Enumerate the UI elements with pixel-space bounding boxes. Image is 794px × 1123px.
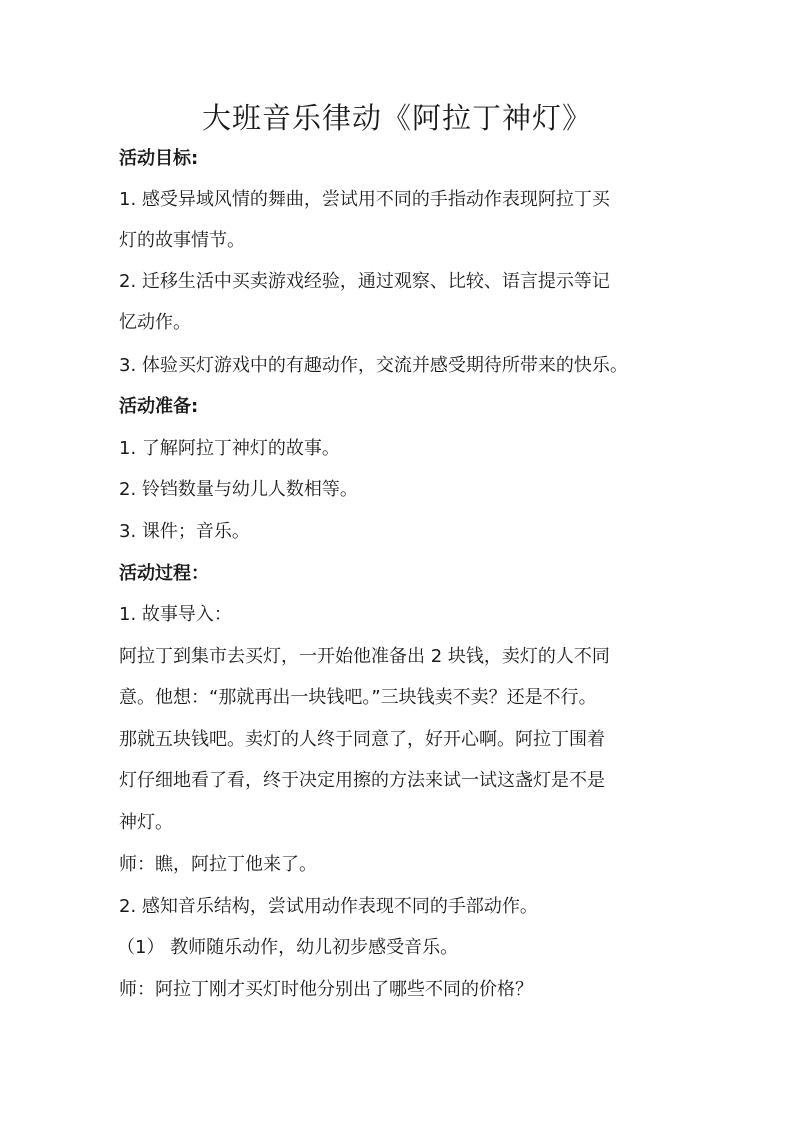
paragraph-line: 2. 感知音乐结构，尝试用动作表现不同的手部动作。 [119,896,538,917]
paragraph-line: 灯仔细地看了看，终于决定用擦的方法来试一试这盏灯是不是 [119,770,605,791]
paragraph-line: 师：阿拉丁刚才买灯时他分别出了哪些不同的价格？ [119,979,533,1000]
paragraph-line: 3. 体验买灯游戏中的有趣动作，交流并感受期待所带来的快乐。 [119,355,628,376]
paragraph-line: 灯的故事情节。 [119,230,245,251]
paragraph-line: 1. 故事导入： [119,604,232,625]
paragraph-line: 1. 了解阿拉丁神灯的故事。 [119,438,340,459]
paragraph-line: 师：瞧，阿拉丁他来了。 [119,854,317,875]
document-title: 大班音乐律动《阿拉丁神灯》 [201,101,592,135]
paragraph-line: 1. 感受异域风情的舞曲，尝试用不同的手指动作表现阿拉丁买 [119,189,610,210]
paragraph-line: （1） 教师随乐动作，幼儿初步感受音乐。 [117,937,459,958]
paragraph-line: 意。他想：“那就再出一块钱吧。”三块钱卖不卖？还是不行。 [119,687,597,708]
paragraph-line: 3. 课件；音乐。 [119,521,250,542]
paragraph-line: 阿拉丁到集市去买灯，一开始他准备出 2 块钱，卖灯的人不同 [119,646,610,667]
paragraph-line: 2. 铃铛数量与幼儿人数相等。 [119,479,358,500]
paragraph-line: 忆动作。 [119,312,191,333]
section-heading-preparation: 活动准备: [119,396,199,417]
paragraph-line: 2. 迁移生活中买卖游戏经验，通过观察、比较、语言提示等记 [119,271,610,292]
paragraph-line: 神灯。 [119,812,173,833]
section-heading-goals: 活动目标: [119,148,199,169]
paragraph-line: 那就五块钱吧。卖灯的人终于同意了，好开心啊。阿拉丁围着 [119,729,605,750]
section-heading-process: 活动过程： [119,563,209,584]
